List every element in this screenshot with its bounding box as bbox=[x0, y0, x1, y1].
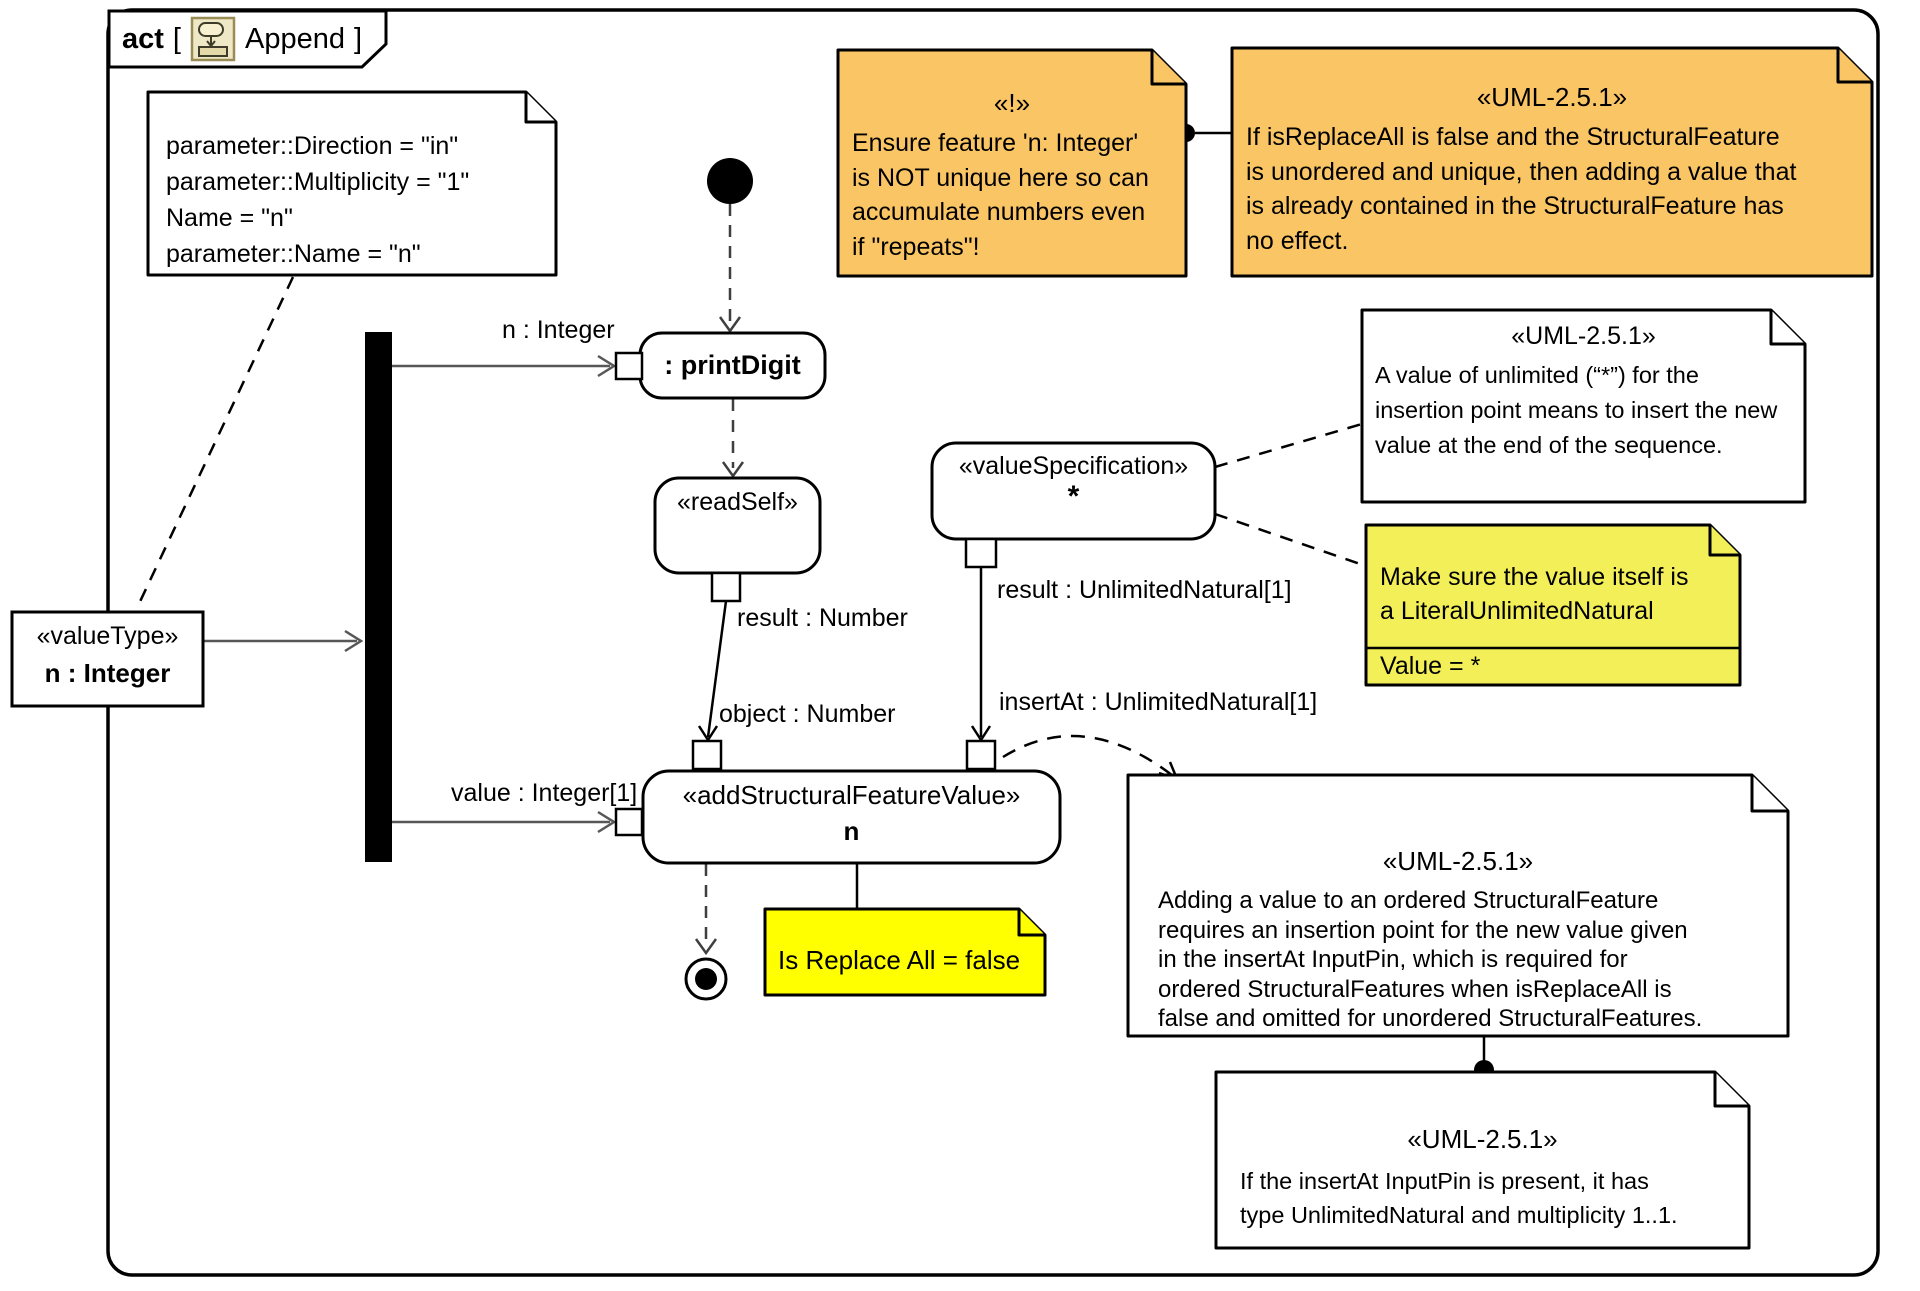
note-line: insertion point means to insert the new bbox=[1375, 397, 1778, 423]
note-replaceall-text bbox=[1246, 120, 1796, 258]
note-warning-stereotype: «!» bbox=[993, 88, 1031, 118]
note-line: a LiteralUnlimitedNatural bbox=[1380, 597, 1654, 625]
note-line: in the insertAt InputPin, which is required for bbox=[1158, 946, 1628, 973]
valuetype-stereotype: «valueType» bbox=[36, 622, 179, 650]
note-replaceall-stereotype: «UML-2.5.1» bbox=[1476, 82, 1628, 112]
note-unlimited-text bbox=[1375, 358, 1777, 463]
edge-label-n-integer: n : Integer bbox=[502, 316, 615, 344]
note-insertion-stereotype: «UML-2.5.1» bbox=[1382, 846, 1534, 876]
note-insertatpin-stereotype: «UML-2.5.1» bbox=[1407, 1124, 1558, 1154]
output-pin-valuespec-result[interactable] bbox=[966, 539, 996, 567]
input-pin-printdigit[interactable] bbox=[616, 353, 642, 379]
note-line: is unordered and unique, then adding a value that bbox=[1246, 157, 1797, 186]
input-pin-object[interactable] bbox=[693, 741, 721, 769]
input-pin-insertat[interactable] bbox=[967, 741, 995, 769]
note-line: parameter::Direction = "in" bbox=[166, 132, 459, 160]
note-line: accumulate numbers even bbox=[852, 198, 1146, 226]
note-line: is NOT unique here so can bbox=[852, 163, 1149, 192]
note-line: requires an insertion point for the new value given bbox=[1158, 916, 1688, 944]
edge-label-value-integer: value : Integer[1] bbox=[451, 779, 638, 807]
note-literal-text bbox=[1380, 560, 1688, 628]
note-parameter-text bbox=[166, 128, 469, 272]
input-pin-value[interactable] bbox=[616, 809, 642, 835]
note-unlimited-stereotype: «UML-2.5.1» bbox=[1511, 322, 1656, 350]
note-line: A value of unlimited (“*”) for the bbox=[1375, 362, 1699, 388]
note-line: value at the end of the sequence. bbox=[1375, 432, 1723, 458]
edge-label-insertat: insertAt : UnlimitedNatural[1] bbox=[999, 688, 1318, 716]
note-line: if "repeats"! bbox=[852, 232, 980, 261]
note-line: parameter::Name = "n" bbox=[166, 240, 421, 268]
edge-label-object-number: object : Number bbox=[719, 700, 896, 728]
edge-label-result-number: result : Number bbox=[737, 604, 908, 632]
note-line: parameter::Multiplicity = "1" bbox=[166, 168, 470, 196]
note-line: If isReplaceAll is false and the StructuralFeature bbox=[1246, 123, 1780, 151]
diagram-name: Append bbox=[244, 22, 345, 55]
note-line: Adding a value to an ordered StructuralFeature bbox=[1158, 887, 1659, 914]
action-readself-label: «readSelf» bbox=[677, 488, 798, 516]
fork-node[interactable] bbox=[365, 332, 392, 862]
note-insertatpin-text bbox=[1240, 1164, 1678, 1232]
note-warning-text bbox=[852, 126, 1149, 264]
final-node-core bbox=[695, 968, 717, 990]
action-valuespec-value: * bbox=[1067, 480, 1080, 513]
note-line: false and omitted for unordered StructuralFeatures. bbox=[1158, 1005, 1703, 1032]
frame-bracket-open: [ bbox=[172, 22, 181, 55]
note-line: ordered StructuralFeatures when isReplaceAll is bbox=[1158, 975, 1672, 1003]
valuetype-name: n : Integer bbox=[44, 658, 171, 688]
note-line: If the insertAt InputPin is present, it has bbox=[1240, 1168, 1649, 1194]
note-line: Make sure the value itself is bbox=[1380, 563, 1689, 591]
note-line: Name = "n" bbox=[166, 204, 293, 232]
note-line: Ensure feature 'n: Integer' bbox=[852, 129, 1139, 157]
note-isreplaceall-text: Is Replace All = false bbox=[778, 945, 1021, 975]
note-insertion-text bbox=[1158, 886, 1702, 1034]
note-line: no effect. bbox=[1246, 226, 1349, 255]
note-line: is already contained in the StructuralFeature has bbox=[1246, 192, 1784, 220]
note-literal-value-line: Value = * bbox=[1380, 652, 1481, 680]
note-line: type UnlimitedNatural and multiplicity 1..1. bbox=[1240, 1202, 1678, 1228]
action-addsfv-stereotype: «addStructuralFeatureValue» bbox=[682, 780, 1021, 810]
frame-bracket-close: ] bbox=[353, 22, 363, 55]
frame-title bbox=[122, 15, 362, 63]
frame-keyword: act bbox=[122, 22, 164, 55]
action-printdigit-label: : printDigit bbox=[664, 350, 801, 380]
action-addsfv-name: n bbox=[843, 816, 860, 846]
initial-node[interactable] bbox=[707, 158, 753, 204]
edge-label-result-unlimited: result : UnlimitedNatural[1] bbox=[997, 576, 1292, 604]
output-pin-readself-result[interactable] bbox=[712, 573, 740, 601]
action-valuespec-stereotype: «valueSpecification» bbox=[958, 452, 1189, 480]
activity-diagram-icon bbox=[190, 16, 236, 62]
